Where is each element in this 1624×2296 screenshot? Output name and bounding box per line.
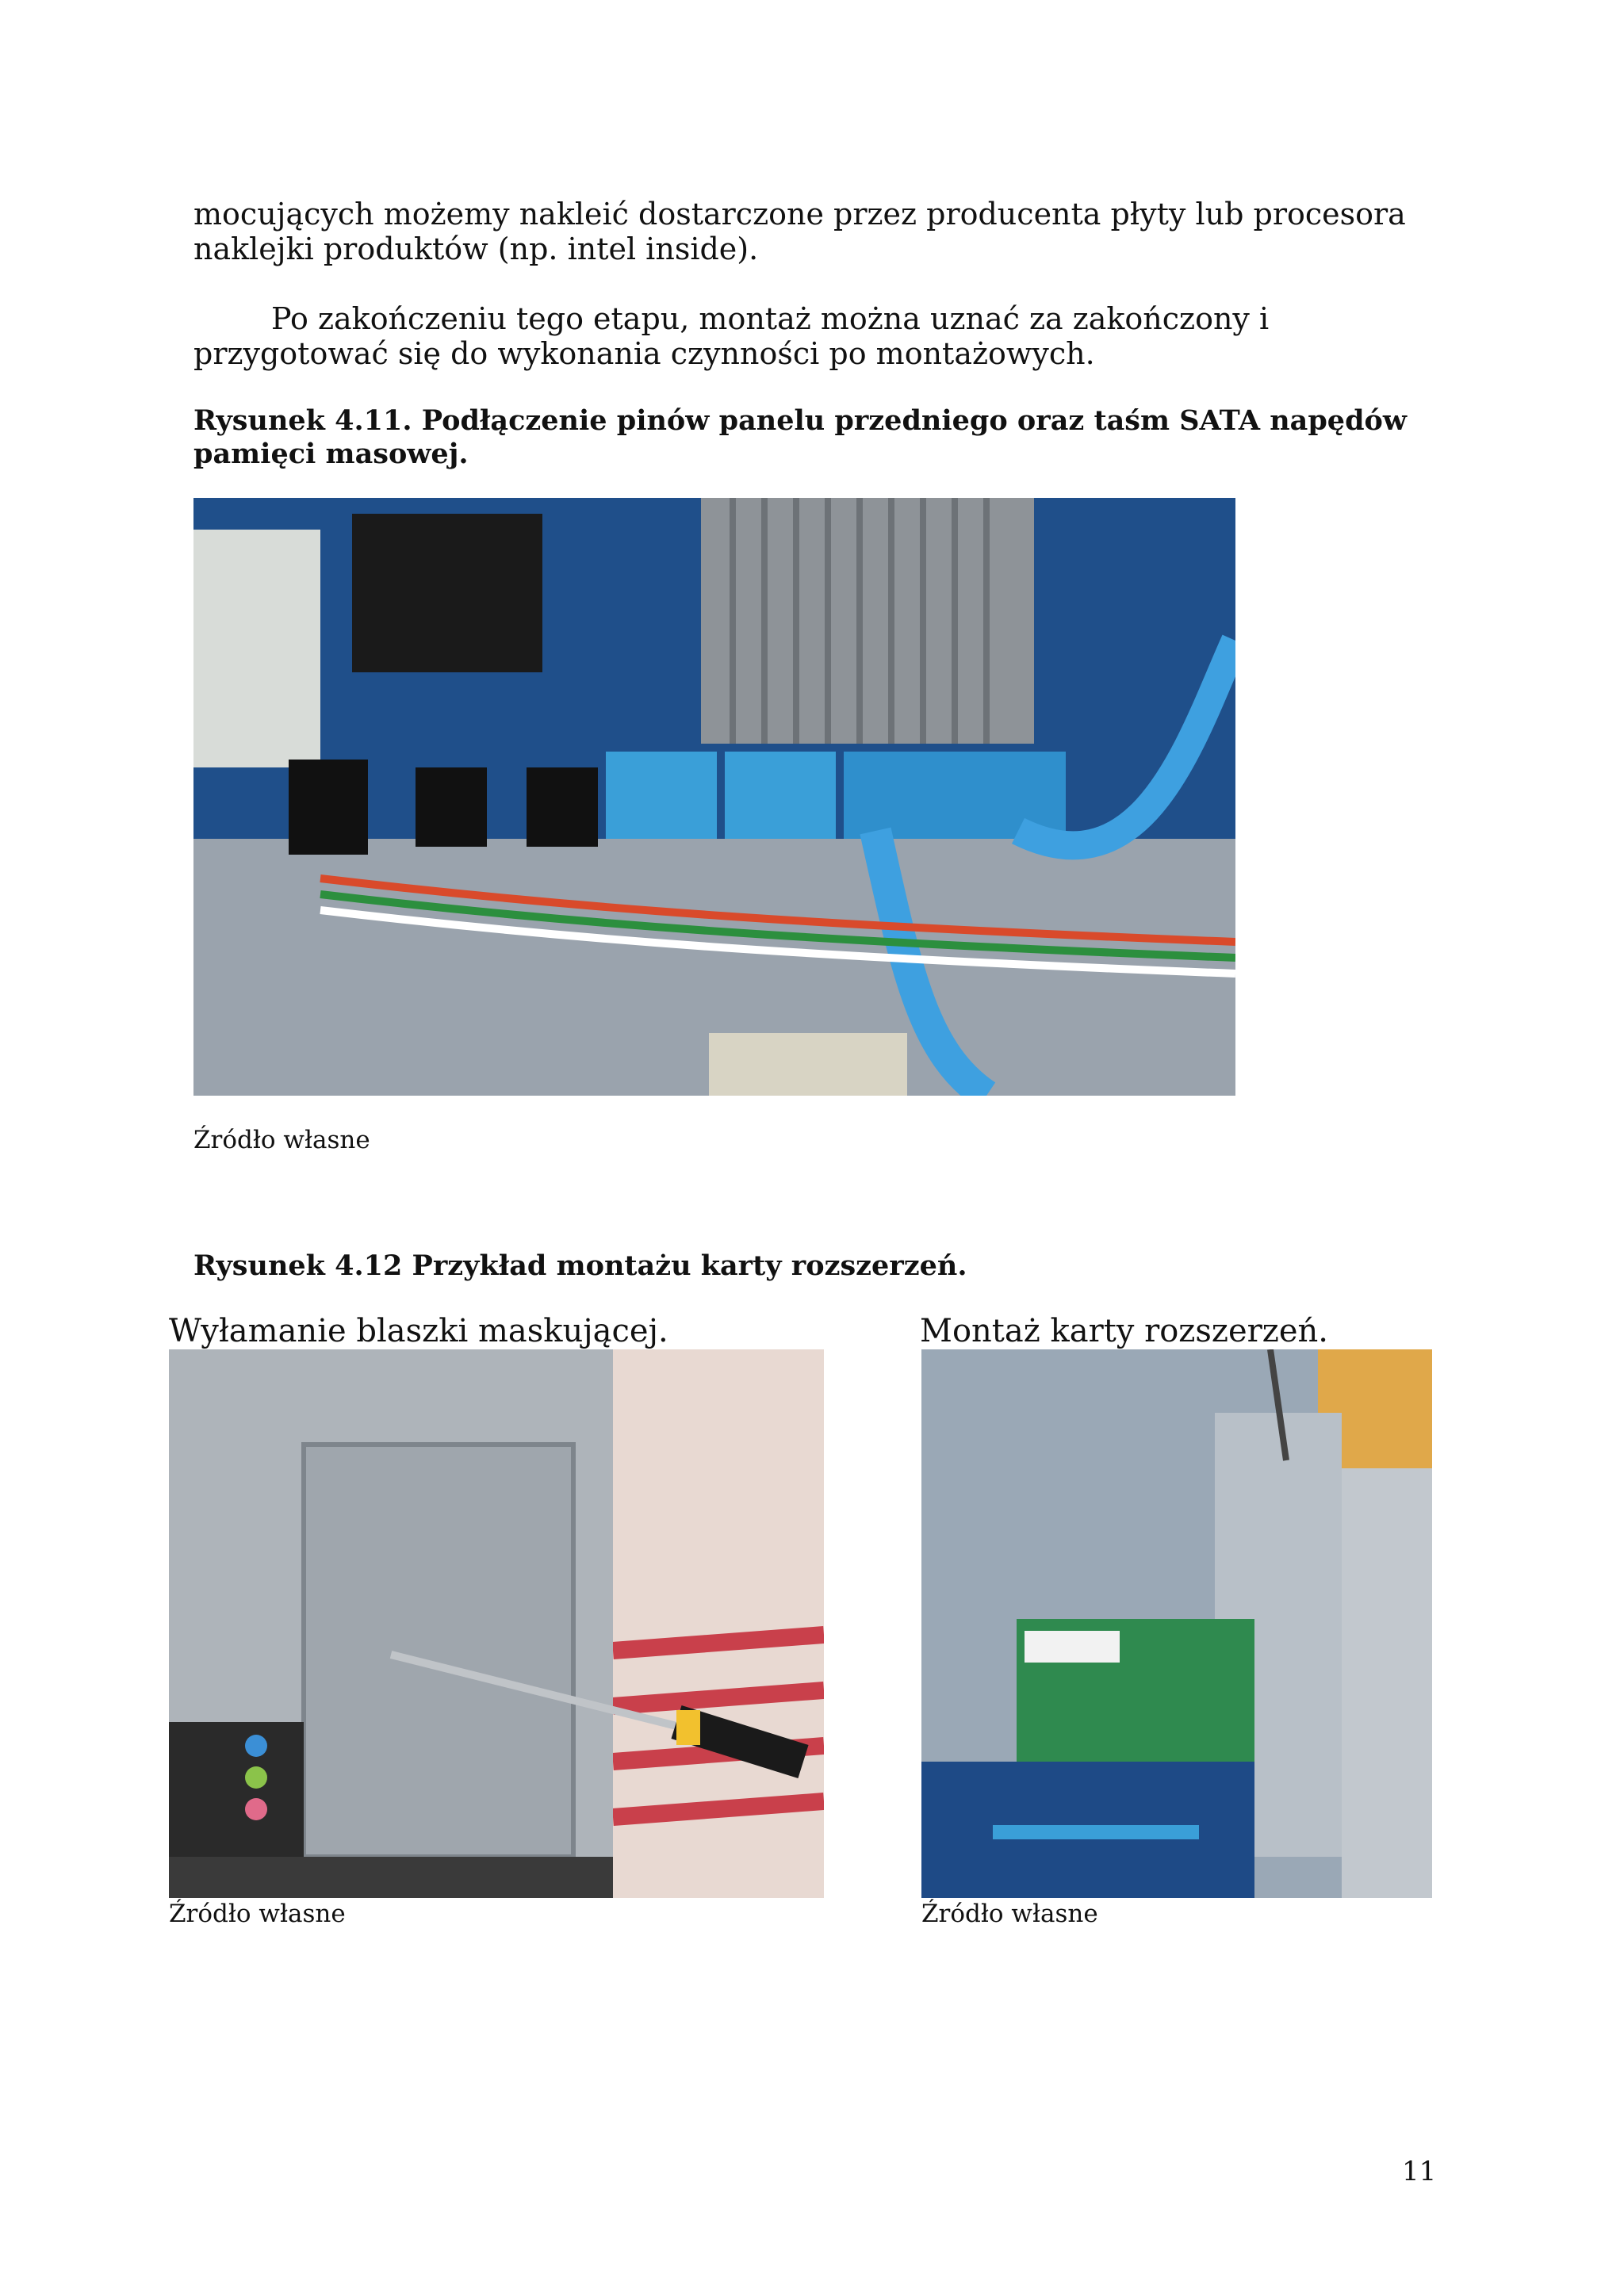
figure-4-12-right-photo <box>921 1349 1432 1898</box>
figure-4-12-caption: Rysunek 4.12 Przykład montażu karty rozszerzeń. <box>193 1249 967 1282</box>
body-paragraph-1: mocujących możemy nakleić dostarczone przez producenta płyty lub procesora naklejki produktów (np. intel inside). <box>193 197 1406 266</box>
body-paragraph-2: Po zakończeniu tego etapu, montaż można uznać za zakończony i przygotować się do wykonania czynności po montażowych. <box>193 301 1270 371</box>
figure-4-12-left-label: Wyłamanie blaszki maskującej. <box>169 1313 668 1349</box>
figure-4-12-left-source: Źródło własne <box>169 1900 346 1928</box>
figure-4-12-right-label: Montaż karty rozszerzeń. <box>920 1313 1328 1349</box>
figure-4-11-photo <box>193 498 1235 1096</box>
figure-4-11-caption: Rysunek 4.11. Podłączenie pinów panelu przedniego oraz taśm SATA napędów pamięci masowej. <box>193 404 1408 470</box>
figure-4-11-source: Źródło własne <box>193 1126 370 1154</box>
page-number: 11 <box>1402 2156 1437 2187</box>
figure-4-12-right-source: Źródło własne <box>921 1900 1098 1928</box>
figure-4-12-left-photo <box>169 1349 824 1898</box>
